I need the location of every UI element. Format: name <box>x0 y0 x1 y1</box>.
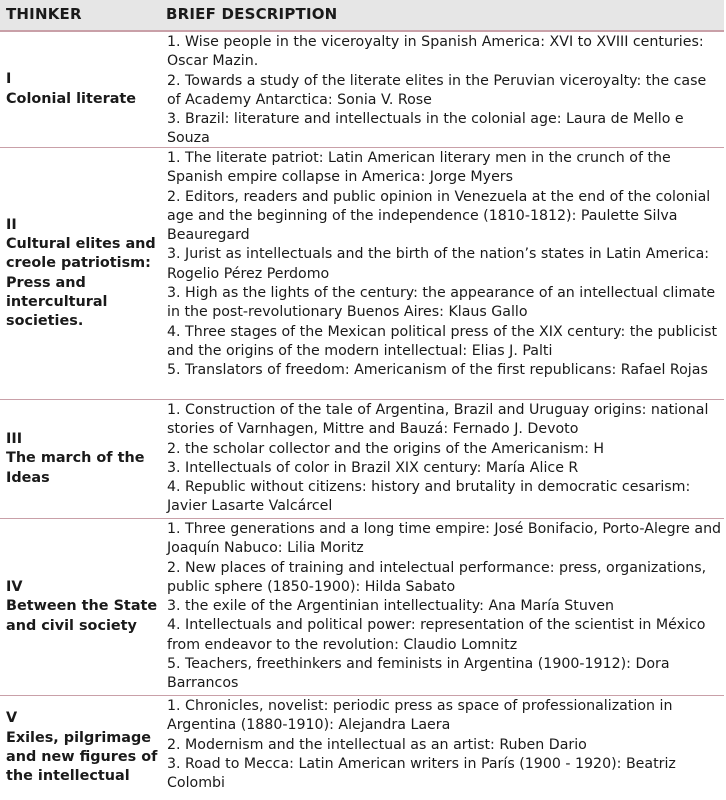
list-item: 2. Towards a study of the literate elites in the Peruvian viceroyalty: the case of Academy Antarctica: Sonia V. Rose <box>167 72 707 108</box>
list-item: 2. the scholar collector and the origins of the Americanism: H <box>167 440 605 457</box>
list-item: 1. The literate patriot: Latin American literary men in the crunch of the Spanish empire collapse in America: Jorge Myers <box>167 150 671 186</box>
thinker-cell <box>0 400 160 518</box>
table-row <box>0 148 724 400</box>
table-header <box>0 0 724 32</box>
description-cell <box>160 400 724 518</box>
row-title: Cultural elites and creole patriotism: Press and intercultural societies. <box>6 235 156 330</box>
row-number: V <box>6 710 18 727</box>
list-item: 3. the exile of the Argentinian intellectuality: Ana María Stuven <box>167 598 614 615</box>
thinker-cell <box>0 148 160 399</box>
thinker-cell <box>0 519 160 695</box>
list-item: 3. Road to Mecca: Latin American writers in París (1900 - 1920): Beatriz Colombi <box>167 755 676 792</box>
list-item: 4. Three stages of the Mexican political press of the XIX century: the publicist and the origins of the modern intellectual: Elias J. Palti <box>167 323 718 359</box>
row-title: Between the State and civil society <box>6 598 158 634</box>
description-cell <box>160 32 724 147</box>
list-item: 3. Intellectuals of color in Brazil XIX century: María Alice R <box>167 459 579 476</box>
list-item: 5. Translators of freedom: Americanism of the first republicans: Rafael Rojas <box>167 362 708 379</box>
row-number: III <box>6 431 23 448</box>
row-title: Exiles, pilgrimage and new figures of the intellectual <box>6 729 158 785</box>
list-item: 2. Editors, readers and public opinion in Venezuela at the end of the colonial age and the beginning of the independence (1810-1812): Paulette Silva Beauregard <box>167 188 711 244</box>
row-number: II <box>6 216 17 233</box>
table-row <box>0 32 724 148</box>
table-row <box>0 519 724 696</box>
table-row <box>0 696 724 800</box>
description-cell <box>160 519 724 695</box>
row-title: The march of the Ideas <box>6 450 145 486</box>
row-number: I <box>6 71 12 88</box>
list-item: 3. Jurist as intellectuals and the birth of the nation’s states in Latin America: Rogelio Pérez Perdomo <box>167 246 710 282</box>
row-title: Colonial literate <box>6 90 137 107</box>
description-cell <box>160 696 724 800</box>
list-item: 1. Chronicles, novelist: periodic press as space of professionalization in Argentina (1880-1910): Alejandra Laera <box>167 698 673 734</box>
thinker-cell <box>0 696 160 800</box>
thinker-cell <box>0 32 160 147</box>
list-item: 3. High as the lights of the century: the appearance of an intellectual climate in the post-revolutionary Buenos Aires: Klaus Gallo <box>167 285 716 321</box>
table-row <box>0 400 724 519</box>
row-number: IV <box>6 579 23 596</box>
header-brief-description: BRIEF DESCRIPTION <box>166 5 338 24</box>
list-item: 1. Wise people in the viceroyalty in Spanish America: XVI to XVIII centuries: Oscar Mazin. <box>167 34 704 70</box>
list-item: 4. Republic without citizens: history and brutality in democratic cesarism: Javier Lasarte Valcárcel <box>167 479 691 515</box>
list-item: 1. Construction of the tale of Argentina, Brazil and Uruguay origins: national stories of Varnhagen, Mittre and Bauzá: Fernado J. Devoto <box>167 402 709 438</box>
list-item: 2. New places of training and intelectual performance: press, organizations, public sphere (1850-1900): Hilda Sabato <box>167 559 707 595</box>
list-item: 3. Brazil: literature and intellectuals in the colonial age: Laura de Mello e Souza <box>167 111 684 147</box>
list-item: 2. Modernism and the intellectual as an artist: Ruben Dario <box>167 736 587 753</box>
list-item: 4. Intellectuals and political power: representation of the scientist in México from endeavor to the revolution: Claudio Lomnitz <box>167 617 706 653</box>
list-item: 1. Three generations and a long time empire: José Bonifacio, Porto-Alegre and Joaquín Nabuco: Lilia Moritz <box>167 521 722 557</box>
list-item: 5. Teachers, freethinkers and feminists in Argentina (1900-1912): Dora Barrancos <box>167 656 670 692</box>
header-thinker: THINKER <box>6 5 82 24</box>
description-cell <box>160 148 724 399</box>
